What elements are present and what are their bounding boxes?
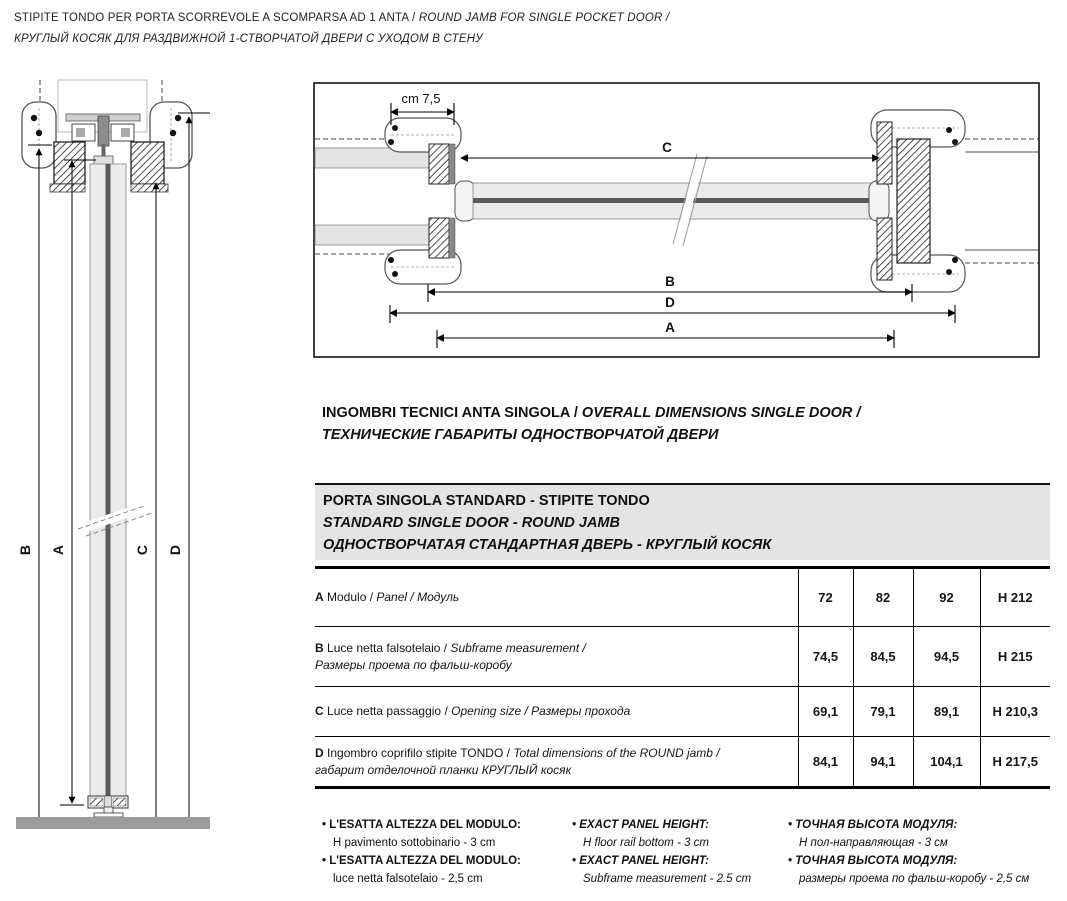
bottom-rail-and-floor	[16, 796, 210, 829]
row-desc-roman: Luce netta falsotelaio /	[327, 640, 451, 655]
row-desc-roman: Luce netta passaggio /	[327, 704, 452, 718]
footnote-title-text: L'ESATTA ALTEZZA DEL MODULO:	[329, 819, 521, 831]
row-letter: B	[315, 640, 324, 655]
table-row	[315, 737, 1050, 788]
gasket-seal	[388, 139, 394, 145]
footnote-title	[322, 816, 567, 834]
gasket-seal	[31, 115, 37, 121]
gasket-seal	[946, 127, 952, 133]
section-heading-english: OVERALL DIMENSIONS SINGLE DOOR /	[581, 405, 861, 421]
page-title-line2: КРУГЛЫЙ КОСЯК ДЛЯ РАЗДВИЖНОЙ 1-СТВОРЧАТОЙ ДВЕРИ С УХОДОМ В СТЕНУ	[14, 33, 483, 45]
row-desc	[315, 687, 798, 737]
row-desc	[315, 568, 798, 627]
bullet-icon: •	[572, 819, 577, 831]
value-cell: 89,1	[913, 687, 980, 737]
row-desc-roman: Modulo /	[327, 590, 377, 604]
row-desc-italic: Opening size / Размеры прохода	[451, 704, 631, 718]
dim-letter-D: D	[167, 544, 183, 556]
gasket-seal	[952, 139, 958, 145]
gasket-seal	[175, 115, 181, 121]
footnote-title-text: EXACT PANEL HEIGHT:	[579, 855, 709, 867]
footnote-title	[572, 852, 782, 870]
footnote-column-russian	[788, 816, 1055, 888]
footnote-title	[322, 852, 567, 870]
gasket-seal	[946, 269, 952, 275]
band-line3: ОДНОСТВОРЧАТАЯ СТАНДАРТНАЯ ДВЕРЬ - КРУГЛЫЙ КОСЯК	[323, 537, 772, 553]
footnote-column-italian	[322, 816, 567, 888]
jamb-width-label: cm 7,5	[401, 91, 441, 106]
gasket-seal	[388, 257, 394, 263]
row-letter: C	[315, 704, 324, 718]
value-cell: 94,1	[853, 737, 913, 788]
row-letter: D	[315, 745, 324, 760]
footnote-text: Subframe measurement - 2.5 cm	[583, 873, 752, 885]
table-header-band	[315, 483, 1050, 560]
pocket-mouth-jamb	[385, 118, 461, 284]
footnote-title	[788, 852, 1055, 870]
value-cell: 84,1	[798, 737, 853, 788]
page-title-line1	[14, 8, 669, 29]
value-cell: 104,1	[913, 737, 980, 788]
row-desc-roman: Ingombro coprifilo stipite TONDO /	[327, 745, 514, 760]
gasket-seal	[170, 130, 176, 136]
floor	[16, 817, 210, 829]
plan-dimension-lines	[390, 103, 955, 348]
plan-section-drawing	[313, 82, 1040, 358]
footnote-text: размеры проема по фальш-коробу - 2,5 см	[799, 873, 1030, 885]
footnote-title-text: EXACT PANEL HEIGHT:	[579, 819, 709, 831]
title-english: ROUND JAMB FOR SINGLE POCKET DOOR /	[418, 12, 670, 24]
gasket-seal	[952, 257, 958, 263]
footnote-column-english	[572, 816, 782, 888]
dim-letter-C: C	[134, 544, 150, 556]
section-heading-line2: ТЕХНИЧЕСКИЕ ГАБАРИТЫ ОДНОСТВОРЧАТОЙ ДВЕРИ	[322, 427, 719, 443]
row-desc-italic: Subframe measurement /	[450, 640, 586, 655]
bullet-icon: •	[322, 855, 327, 867]
section-heading-italian: INGOMBRI TECNICI ANTA SINGOLA /	[322, 405, 582, 421]
footnote-title-text: ТОЧНАЯ ВЫСОТА МОДУЛЯ:	[795, 855, 958, 867]
value-cell: H 212	[980, 568, 1050, 627]
row-desc-italic: Panel / Модуль	[376, 590, 460, 604]
dim-letter-A: A	[50, 544, 66, 556]
band-line1: PORTA SINGOLA STANDARD - STIPITE TONDO	[323, 493, 650, 509]
bullet-icon: •	[788, 855, 793, 867]
dim-label-B: B	[665, 274, 675, 289]
footnote-text: luce netta falsotelaio - 2,5 cm	[333, 873, 483, 885]
gasket-seal	[392, 125, 398, 131]
bullet-icon: •	[572, 855, 577, 867]
value-cell: 69,1	[798, 687, 853, 737]
value-cell: H 217,5	[980, 737, 1050, 788]
value-cell: 79,1	[853, 687, 913, 737]
page-title	[14, 8, 669, 50]
value-cell: 74,5	[798, 627, 853, 687]
section-heading-line1	[322, 402, 860, 424]
footnote-text: Н пол-направляющая - 3 см	[799, 837, 948, 849]
door-panel-plan	[455, 154, 889, 246]
footnote-text: H floor rail bottom - 3 cm	[583, 837, 709, 849]
band-line2: STANDARD SINGLE DOOR - ROUND JAMB	[323, 515, 620, 531]
value-cell: H 215	[980, 627, 1050, 687]
row-desc	[315, 627, 798, 687]
value-cell: 84,5	[853, 627, 913, 687]
bullet-icon: •	[322, 819, 327, 831]
value-cell: 92	[913, 568, 980, 627]
row-letter: A	[315, 590, 324, 604]
value-cell: 72	[798, 568, 853, 627]
row-desc-line2: габарит отделочной планки КРУГЛЫЙ косяк	[315, 762, 572, 777]
value-cell: 82	[853, 568, 913, 627]
row-desc	[315, 737, 798, 788]
dim-label-C: C	[662, 140, 672, 155]
value-cell: 94,5	[913, 627, 980, 687]
table-row	[315, 687, 1050, 737]
footnote-text: H pavimento sottobinario - 3 cm	[333, 837, 496, 849]
footnote-title-text: ТОЧНАЯ ВЫСОТА МОДУЛЯ:	[795, 819, 958, 831]
row-desc-italic: Total dimensions of the ROUND jamb /	[513, 745, 720, 760]
vertical-section-drawing	[10, 78, 220, 830]
dim-letter-B: B	[17, 544, 33, 556]
pocket-walls	[315, 139, 440, 254]
footnote-title	[572, 816, 782, 834]
title-italian: STIPITE TONDO PER PORTA SCORREVOLE A SCOMPARSA AD 1 ANTA /	[14, 12, 419, 24]
door-panel	[78, 164, 152, 796]
section-heading	[322, 402, 860, 446]
footnote-title-text: L'ESATTA ALTEZZA DEL MODULO:	[329, 855, 521, 867]
bullet-icon: •	[788, 819, 793, 831]
dim-label-A: A	[665, 320, 675, 335]
dimensions-table	[315, 566, 1050, 789]
footnote-title	[788, 816, 1055, 834]
table-row	[315, 627, 1050, 687]
table-row	[315, 568, 1050, 627]
dim-label-D: D	[665, 295, 675, 310]
value-cell: H 210,3	[980, 687, 1050, 737]
row-desc-line2: Размеры проема по фальш-коробу	[315, 657, 512, 672]
gasket-seal	[36, 130, 42, 136]
finished-wall-lines	[965, 139, 1038, 263]
gasket-seal	[392, 271, 398, 277]
